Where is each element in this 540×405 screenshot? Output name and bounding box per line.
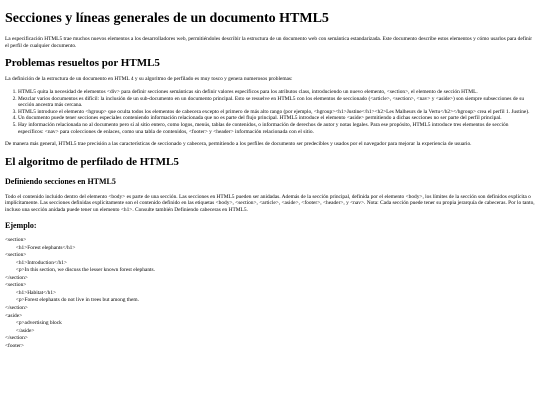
section-heading-algorithm: El algoritmo de perfilado de HTML5 bbox=[5, 155, 179, 168]
intro-paragraph: La especificación HTML5 trae muchos nuevos elementos a los desarrolladores web, permitiéndoles describir la estructura de un documento web con semántica estandarizada. Este documento describe estos elementos y cómo usarlos para definir el perfil de cualquier documento. bbox=[5, 36, 533, 49]
example-label: Ejemplo: bbox=[5, 221, 37, 231]
list-item: 3. HTML5 introduce el elemento <hgroup> que oculta todos los elementos de cabecera excepto el primero de más alto rango (por ejemplo, <hgroup><h1>Justine</h1><h2>Les Malheurs de la Vertu</h2></hgroup> crea el perfil 1. Justine). bbox=[18, 109, 535, 116]
defining-paragraph: Todo el contenido incluido dentro del elemento <body> es parte de una sección. Las secciones en HTML5 pueden ser anidadas. Además de la sección principal, definida por el elemento <body>, los límites de la sección son definidos explícita o implícitamente. Las secciones definidas explícitamente son el contenido definido en las etiquetas <body>, <section>, <article>, <aside>, <footer>, <header>, y <nav>. Nota: Cada sección puede tener su propia jerarquía de cabeceras. Por lo tanto, incluso una sección anidada puede tener un elemento <h1>. Consulte también Definiendo cabeceras en HTML5. bbox=[5, 193, 535, 213]
list-item: 1. HTML5 quita la necesidad de elementos <div> para definir secciones semánticas sin definir valores específicos para los atributos class, introduciendo un nuevo elemento, <section>, el elemento de sección HTML. bbox=[18, 89, 535, 96]
list-item: 4. Un documento puede tener secciones especiales conteniendo información relacionada que no es parte del flujo principal. HTML5 introduce el elemento <aside> permitiendo a dichas secciones no ser parte del perfil principal. bbox=[18, 115, 535, 122]
subsection-heading-defining: Definiendo secciones en HTML5 bbox=[5, 177, 116, 186]
page-title: Secciones y líneas generales de un documento HTML5 bbox=[5, 11, 329, 26]
list-item: 2. Mezclar varios documentos es difícil: la inclusión de un sub-documento en un documento principal. Esto se resuelve en HTML5 con los elementos de seccionado (<article>, <section>, <nav> y <aside>) son siempre subsecciones de su sección ancestra más cercana. bbox=[18, 96, 535, 109]
section-heading-problems: Problemas resueltos por HTML5 bbox=[5, 57, 160, 70]
problems-lead-paragraph: La definición de la estructura de un documento en HTML 4 y su algoritmo de perfilado es muy tosco y genera numerosos problemas: bbox=[5, 76, 293, 83]
problems-closing-paragraph: De manera más general, HTML5 trae precisión a las características de seccionado y cabecera, permitiendo a los perfiles de documento ser predecibles y usados por el navegador para mejorar la experiencia de usuario. bbox=[5, 141, 472, 148]
problems-list bbox=[5, 89, 535, 135]
code-example: <section> <h1>Forest elephants</h1> <section> <h1>Introduction</h1> <p>In this section, we discuss the lesser known forest elephants. </section> <section> <h1>Habitat</h1> <p>Forest elephants do not live in trees but among them. </section> <aside> <p>advertising block </aside> </section> <footer> bbox=[5, 236, 155, 349]
list-item: 5. Hay información relacionada no al documento pero sí al sitio entero, como logos, menús, tablas de contenidos, o información de derechos de autor y notas legales. Para ese propósito, HTML5 introduce tres elementos de sección específicos: <nav> para colecciones de enlaces, como una tabla de contenidos, <footer> y <header> información relacionada con el sitio. bbox=[18, 122, 535, 135]
